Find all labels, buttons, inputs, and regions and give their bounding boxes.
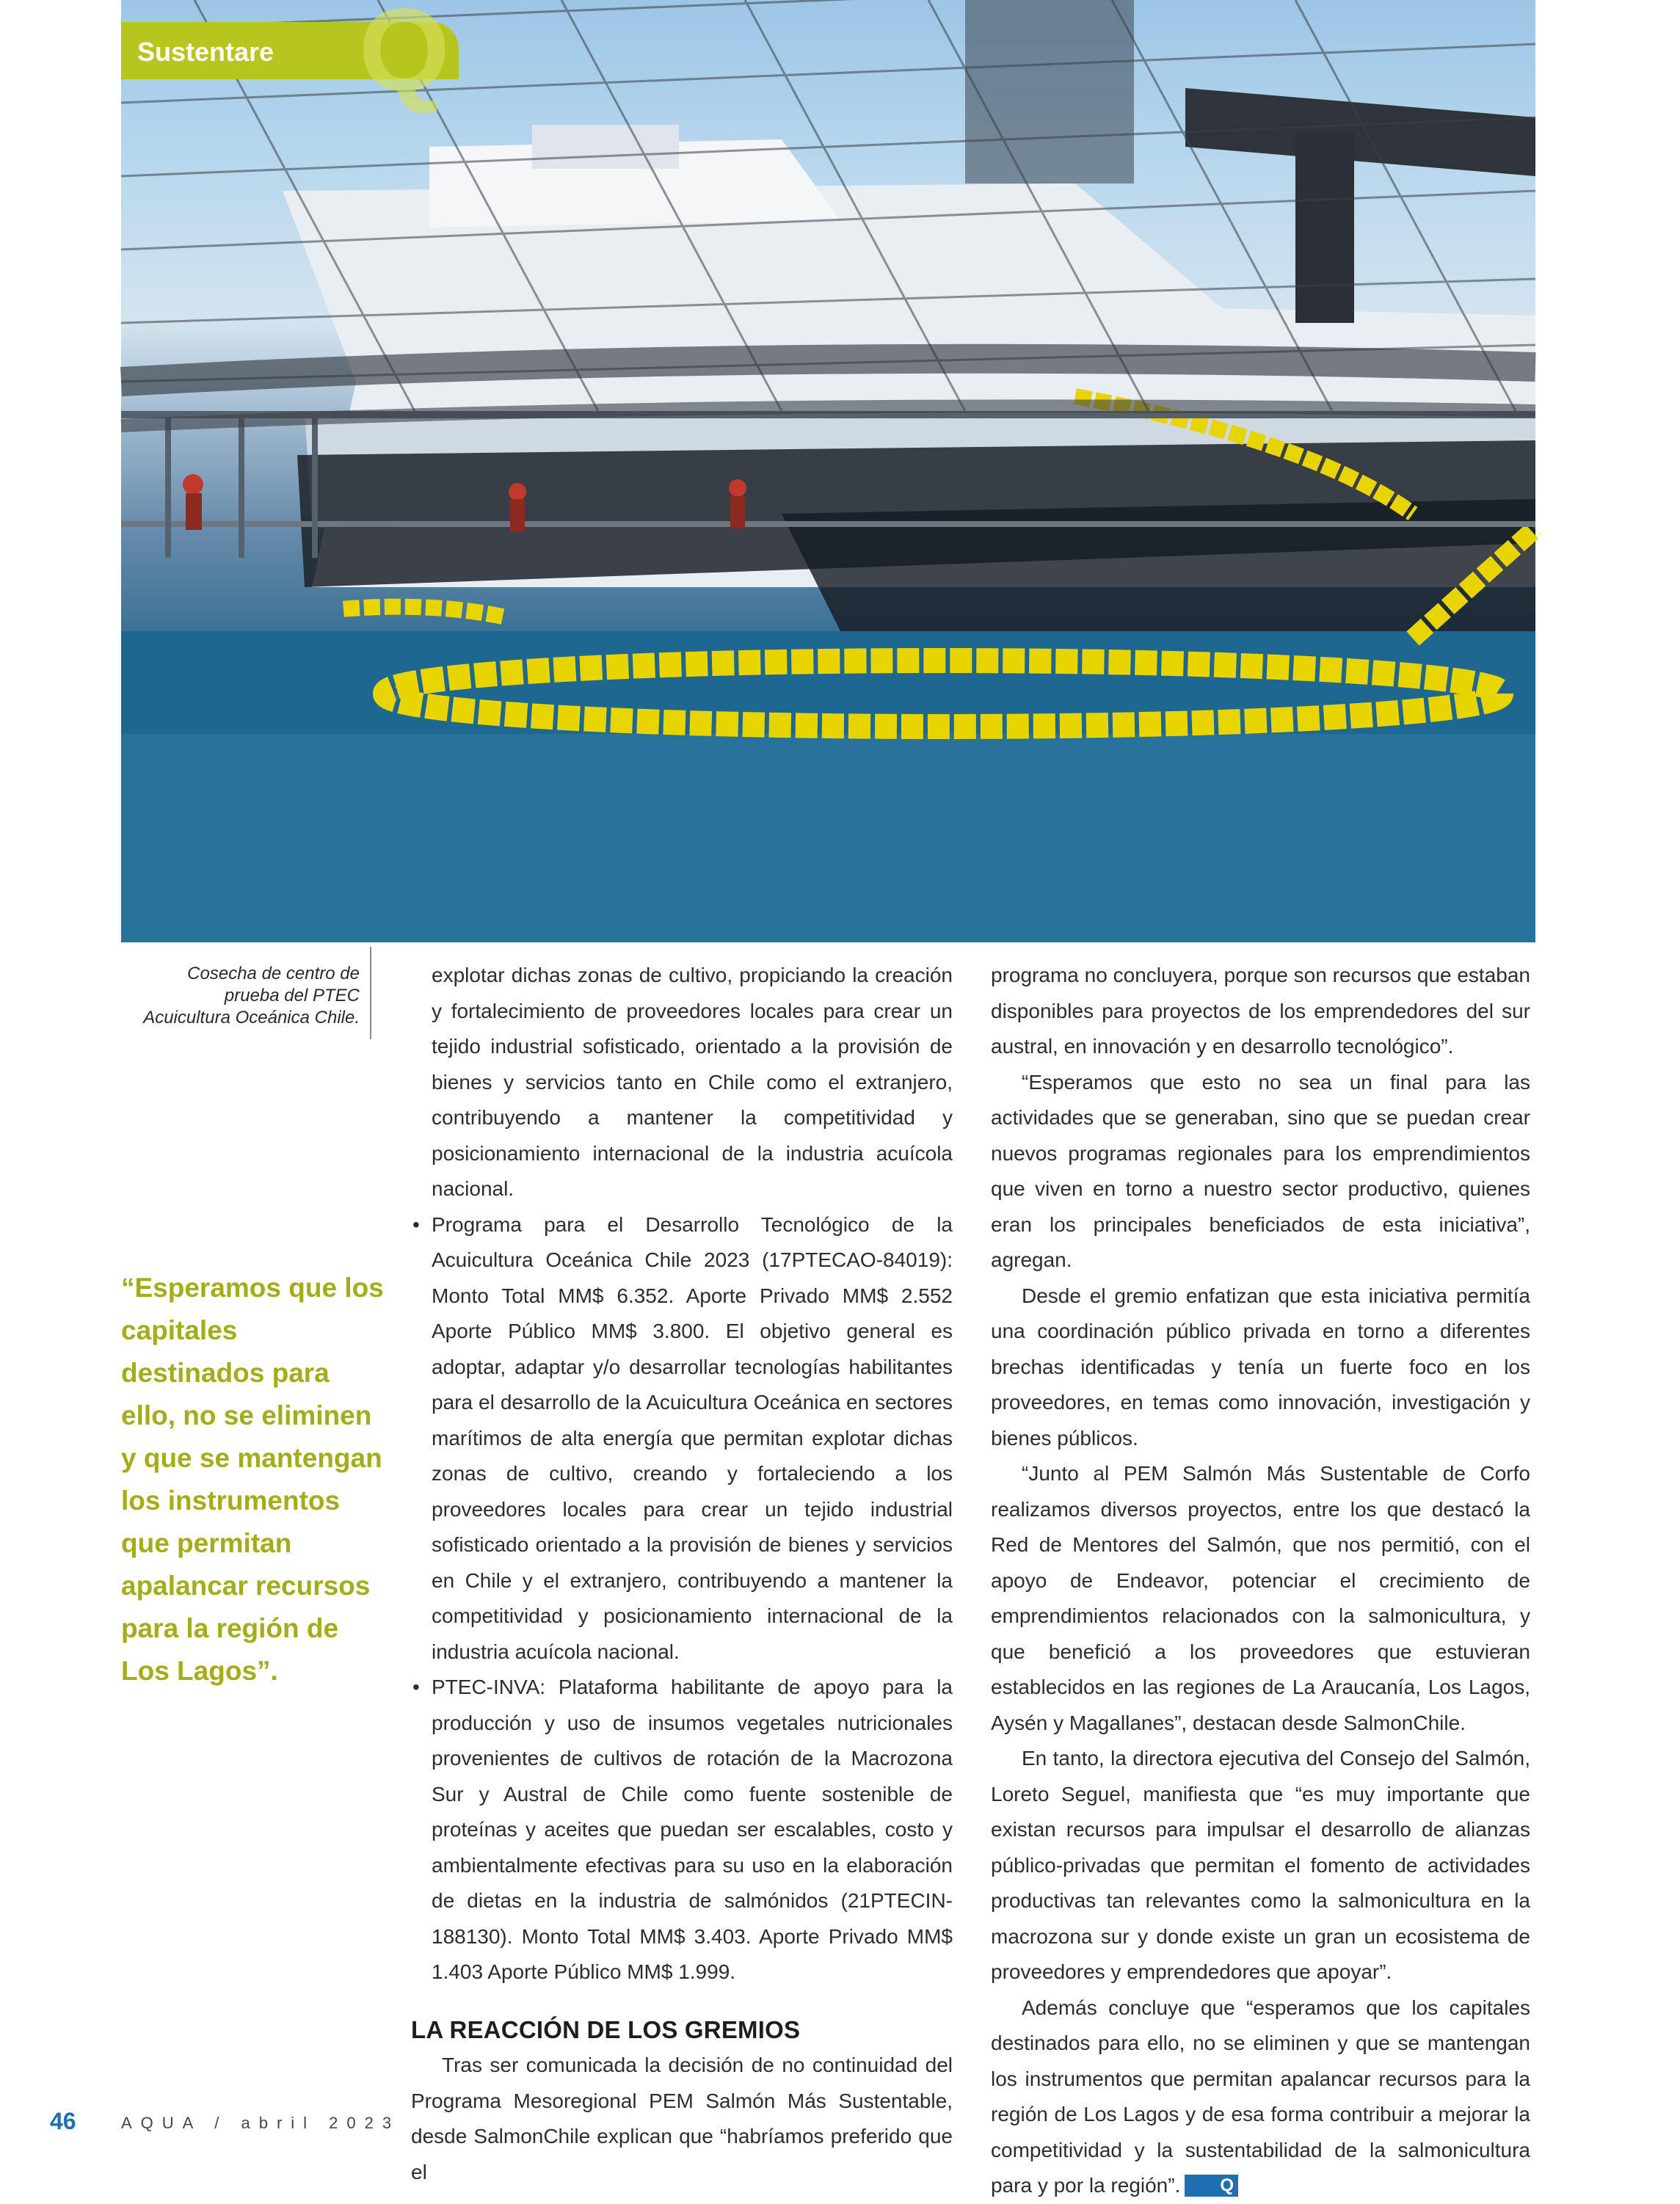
body-paragraph: “Esperamos que esto no sea un final para las actividades que se generaban, sino que se puedan crear nuevos programas regionales para los emprendimientos que viven en torno a nuestro sector productivo, quienes eran los principales beneficiados de esta iniciativa”, agregan. — [991, 1070, 1530, 1271]
caption-divider — [370, 947, 371, 1039]
pull-quote: “Esperamos que los capitales destinados para ello, no se eliminen y que se mantengan los instrumentos que permitan apalancar recursos para la región de Los Lagos”. — [121, 1273, 384, 1686]
body-paragraph: Desde el gremio enfatizan que esta iniciativa permitía una coordinación público privada en torno a diferentes brechas identificadas y tenía un fuerte foco en los proveedores, en temas como innovación, investigación y bienes públicos. — [991, 1284, 1530, 1450]
program-list — [411, 1207, 953, 1990]
header-photo — [121, 0, 1651, 942]
bullet-icon: • — [412, 1212, 420, 1236]
section-label: Sustentare — [137, 37, 274, 67]
body-paragraph: programa no concluyera, porque son recursos que estaban disponibles para proyectos de los emprendedores del sur austral, en innovación y en desarrollo tecnológico”. — [991, 964, 1530, 1058]
section-q-logo: Q — [358, 0, 450, 115]
photo-caption: Cosecha de centro de prueba del PTEC Acuicultura Oceánica Chile. — [143, 964, 360, 1028]
middle-lead-paragraph: explotar dichas zonas de cultivo, propiciando la creación y fortalecimiento de proveedores locales para crear un tejido industrial sofisticado, orientado a la provisión de bienes y servicios tanto en Chile como el extranjero, contribuyendo a mantener la competitividad y posicionamiento internacional de la industria acuícola nacional. — [432, 964, 953, 1200]
final-paragraph — [991, 1990, 1530, 2204]
publication-footer: AQUA / abril 2023 — [121, 2114, 401, 2132]
end-mark-icon: Q — [1185, 2175, 1238, 2197]
fish-farm-illustration — [121, 0, 1535, 942]
section-heading: LA REACCIÓN DE LOS GREMIOS — [411, 2015, 801, 2043]
list-item — [411, 1207, 953, 1670]
section-tab — [121, 0, 459, 115]
bullet-icon: • — [412, 1676, 420, 1698]
page-number: 46 — [50, 2108, 76, 2134]
list-item-text: PTEC-INVA: Plataforma habilitante de apoyo para la producción y uso de insumos vegetales nutricionales provenientes de cultivos de rotación de la Macrozona Sur y Austral de Chile como fuente sostenible de proteínas y aceites que puedan ser escalables, costo y ambientalmente efectivas para su uso en la elaboración de dietas en la industria de salmónidos (21PTECIN-188130). Monto Total MM$ 3.403. Aporte Privado MM$ 1.403 Aporte Público MM$ 1.999. — [432, 1676, 953, 1983]
right-column — [991, 958, 1530, 2204]
body-paragraph: “Junto al PEM Salmón Más Sustentable de Corfo realizamos diversos proyectos, entre los que destacó la Red de Mentores del Salmón, que nos permitió, con el apoyo de Endeavor, potenciar el crecimiento de emprendimientos relacionados con la salmonicultura, y que benefició a los proveedores que estuvieran establecidos en las regiones de La Araucanía, Los Lagos, Aysén y Magallanes”, destacan desde SalmonChile. — [991, 1462, 1530, 1734]
list-item-text: Programa para el Desarrollo Tecnológico de la Acuicultura Oceánica Chile 2023 (17PTECAO-84019): Monto Total MM$ 6.352. Aporte Privado MM$ 2.552 Aporte Público MM$ 3.800. El objetivo general es adoptar, adaptar y/o desarrollar tecnologías habilitantes para el desarrollo de la Acuicultura Oceánica en sectores marítimos de alta energía que permitan explotar dichas zonas de cultivo, creando y fortaleciendo a los proveedores locales para crear un tejido industrial sofisticado orientado a la provisión de bienes y servicios en Chile y el extranjero, contribuyendo a mantener la competitividad y posicionamiento internacional de la industria acuícola nacional. — [432, 1212, 953, 1663]
photo-credit: Fotografía: Corfo — [1633, 685, 1651, 807]
middle-column — [411, 958, 953, 2190]
final-paragraph-text: Además concluye que “esperamos que los capitales destinados para ello, no se eliminen y que se mantengan los instrumentos que permitan apalancar recursos para la región de Los Lagos y de esa forma contribuir a mejorar la competitividad y la sustentabilidad de la salmonicultura para y por la región”. — [991, 1996, 1530, 2197]
body-paragraph: Tras ser comunicada la decisión de no continuidad del Programa Mesoregional PEM Salmón Más Sustentable, desde SalmonChile explican que “habríamos preferido que el — [411, 2054, 953, 2183]
body-paragraph: En tanto, la directora ejecutiva del Consejo del Salmón, Loreto Seguel, manifiesta que “es muy importante que existan recursos para impulsar el desarrollo de alianzas público-privadas que permitan el fomento de actividades productivas tan relevantes como la salmonicultura en la macrozona sur y donde existe un gran un ecosistema de proveedores y emprendedores que apoyar”. — [991, 1747, 1530, 1983]
list-item — [411, 1670, 953, 1990]
